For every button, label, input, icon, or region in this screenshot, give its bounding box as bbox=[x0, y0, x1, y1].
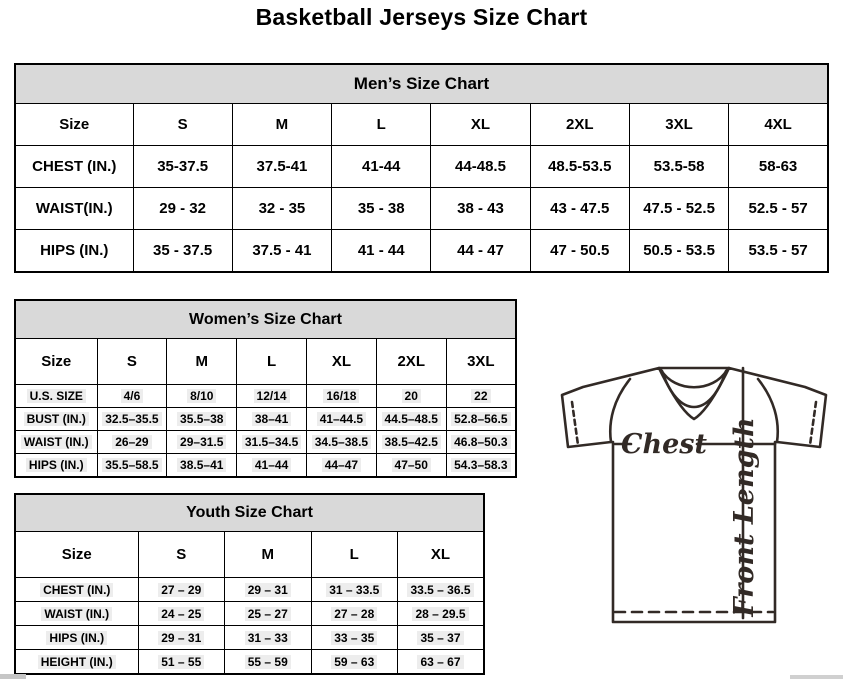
measurement-cell bbox=[97, 454, 167, 478]
measurement-cell bbox=[167, 454, 237, 478]
measurement-cell bbox=[306, 454, 376, 478]
size-column-header-text: S bbox=[177, 116, 188, 133]
measurement-cell bbox=[237, 454, 307, 478]
measurement-cell bbox=[225, 578, 312, 602]
size-column-header-text: 4XL bbox=[764, 116, 792, 133]
measurement-cell bbox=[332, 230, 431, 273]
size-header-row bbox=[15, 532, 484, 578]
measurement-cell-text: 37.5 - 41 bbox=[252, 242, 312, 259]
measurement-cell-text: 54.3–58.3 bbox=[451, 458, 510, 472]
measurement-cell-text: 22 bbox=[471, 389, 490, 403]
measurement-cell bbox=[398, 626, 485, 650]
size-column-header-text: L bbox=[349, 546, 359, 563]
measurement-row bbox=[15, 431, 516, 454]
table-title bbox=[15, 300, 516, 339]
measurement-cell bbox=[431, 230, 530, 273]
measurement-row-label-text: CHEST (IN.) bbox=[40, 583, 113, 597]
measurement-row-label bbox=[15, 146, 133, 188]
measurement-cell bbox=[446, 431, 516, 454]
measurement-row-label-text: WAIST (IN.) bbox=[41, 607, 112, 621]
measurement-cell-text: 47–50 bbox=[392, 458, 431, 472]
measurement-row-label bbox=[15, 626, 138, 650]
measurement-cell bbox=[398, 578, 485, 602]
measurement-row bbox=[15, 626, 484, 650]
measurement-cell-text: 12/14 bbox=[254, 389, 290, 403]
measurement-cell bbox=[530, 146, 629, 188]
table-title-text: Women’s Size Chart bbox=[189, 310, 342, 328]
measurement-cell-text: 31.5–34.5 bbox=[242, 435, 301, 449]
size-column-header-text: L bbox=[266, 353, 277, 370]
measurement-cell-text: 35 - 37.5 bbox=[153, 242, 213, 259]
size-label-text: Size bbox=[41, 353, 72, 370]
size-header-row bbox=[15, 339, 516, 385]
measurement-cell bbox=[133, 188, 232, 230]
measurement-cell bbox=[376, 431, 446, 454]
measurement-row-label bbox=[15, 408, 97, 431]
jersey-diagram-svg bbox=[558, 357, 843, 627]
measurement-cell bbox=[225, 626, 312, 650]
measurement-cell bbox=[237, 408, 307, 431]
measurement-cell-text: 35-37.5 bbox=[157, 158, 209, 175]
size-column-header bbox=[332, 104, 431, 146]
size-column-header bbox=[138, 532, 225, 578]
measurement-cell bbox=[729, 146, 828, 188]
measurement-cell bbox=[311, 578, 398, 602]
table-title-text: Youth Size Chart bbox=[186, 504, 313, 521]
measurement-cell bbox=[225, 602, 312, 626]
measurement-row-label bbox=[15, 454, 97, 478]
measurement-cell-text: 31 – 33.5 bbox=[326, 583, 382, 597]
measurement-cell-text: 8/10 bbox=[187, 389, 216, 403]
measurement-row bbox=[15, 650, 484, 675]
measurement-cell-text: 4/6 bbox=[121, 389, 144, 403]
measurement-row bbox=[15, 230, 828, 273]
size-column-header-text: L bbox=[376, 116, 386, 133]
size-label-text: Size bbox=[59, 116, 90, 133]
measurement-row bbox=[15, 146, 828, 188]
measurement-cell-text: 59 – 63 bbox=[331, 655, 377, 669]
measurement-cell-text: 29 - 32 bbox=[159, 200, 206, 217]
size-column-header-text: S bbox=[176, 546, 187, 563]
measurement-cell bbox=[530, 188, 629, 230]
measurement-row-label-text: WAIST(IN.) bbox=[35, 200, 113, 217]
measurement-row-label-text: HIPS (IN.) bbox=[26, 458, 87, 472]
measurement-cell-text: 41-44 bbox=[362, 158, 401, 175]
measurement-cell bbox=[167, 408, 237, 431]
measurement-cell-text: 35.5–38 bbox=[177, 412, 226, 426]
measurement-cell bbox=[629, 230, 728, 273]
measurement-row-label-text: U.S. SIZE bbox=[27, 389, 86, 403]
size-label bbox=[15, 104, 133, 146]
jersey-measurement-diagram bbox=[558, 357, 843, 627]
measurement-cell-text: 33 – 35 bbox=[331, 631, 377, 645]
measurement-cell-text: 48.5-53.5 bbox=[548, 158, 612, 175]
size-column-header bbox=[306, 339, 376, 385]
measurement-cell bbox=[133, 146, 232, 188]
measurement-cell-text: 44 - 47 bbox=[457, 242, 504, 259]
measurement-cell-text: 35 - 38 bbox=[357, 200, 405, 217]
size-column-header bbox=[376, 339, 446, 385]
measurement-row-label-text: BUST (IN.) bbox=[24, 412, 89, 426]
measurement-cell-text: 38.5–42.5 bbox=[382, 435, 441, 449]
measurement-cell bbox=[530, 230, 629, 273]
measurement-cell bbox=[729, 230, 828, 273]
page-title: Basketball Jerseys Size Chart bbox=[255, 4, 588, 30]
size-column-header bbox=[133, 104, 232, 146]
measurement-cell-text: 16/18 bbox=[323, 389, 359, 403]
measurement-cell bbox=[446, 408, 516, 431]
measurement-cell bbox=[431, 188, 530, 230]
size-column-header bbox=[311, 532, 398, 578]
measurement-cell-text: 28 – 29.5 bbox=[412, 607, 468, 621]
measurement-cell-text: 24 – 25 bbox=[158, 607, 204, 621]
measurement-row-label bbox=[15, 230, 133, 273]
measurement-cell-text: 29 – 31 bbox=[158, 631, 204, 645]
measurement-cell-text: 35 – 37 bbox=[417, 631, 463, 645]
measurement-row-label-text: HIPS (IN.) bbox=[40, 242, 109, 259]
measurement-row-label bbox=[15, 602, 138, 626]
measurement-cell bbox=[629, 146, 728, 188]
measurement-cell-text: 52.5 - 57 bbox=[748, 200, 808, 217]
table-title-text: Men’s Size Chart bbox=[353, 74, 490, 93]
measurement-cell bbox=[225, 650, 312, 675]
measurement-cell bbox=[232, 188, 331, 230]
measurement-cell bbox=[138, 602, 225, 626]
measurement-cell-text: 37.5-41 bbox=[256, 158, 308, 175]
measurement-row-label bbox=[15, 431, 97, 454]
measurement-row-label-text: CHEST (IN.) bbox=[32, 158, 117, 175]
measurement-cell bbox=[376, 385, 446, 408]
measurement-cell bbox=[232, 230, 331, 273]
measurement-cell-text: 55 – 59 bbox=[245, 655, 291, 669]
collar-trim-curve-outer bbox=[661, 370, 727, 387]
size-column-header bbox=[97, 339, 167, 385]
horizontal-scrollbar-fragment-left[interactable] bbox=[0, 674, 26, 679]
measurement-cell-text: 31 – 33 bbox=[245, 631, 291, 645]
size-column-header-text: XL bbox=[470, 116, 491, 133]
measurement-cell-text: 50.5 - 53.5 bbox=[643, 242, 715, 259]
size-column-header bbox=[629, 104, 728, 146]
measurement-row-label bbox=[15, 578, 138, 602]
size-label bbox=[15, 532, 138, 578]
measurement-cell-text: 34.5–38.5 bbox=[312, 435, 371, 449]
measurement-cell bbox=[138, 650, 225, 675]
size-column-header-text: M bbox=[275, 116, 289, 133]
measurement-cell-text: 41–44.5 bbox=[317, 412, 366, 426]
measurement-cell bbox=[431, 146, 530, 188]
measurement-cell-text: 46.8–50.3 bbox=[451, 435, 510, 449]
size-column-header bbox=[232, 104, 331, 146]
size-header-row bbox=[15, 104, 828, 146]
measurement-cell bbox=[306, 408, 376, 431]
table-title bbox=[15, 64, 828, 104]
measurement-row-label-text: HEIGHT (IN.) bbox=[38, 655, 116, 669]
measurement-cell-text: 20 bbox=[402, 389, 421, 403]
measurement-cell bbox=[167, 431, 237, 454]
measurement-row bbox=[15, 188, 828, 230]
measurement-cell bbox=[311, 602, 398, 626]
measurement-cell bbox=[138, 626, 225, 650]
size-column-header-text: 3XL bbox=[665, 116, 693, 133]
horizontal-scrollbar-fragment-right[interactable] bbox=[790, 675, 843, 679]
measurement-cell-text: 58-63 bbox=[758, 158, 798, 175]
measurement-row-label bbox=[15, 385, 97, 408]
size-column-header-text: 2XL bbox=[397, 353, 425, 370]
measurement-cell bbox=[97, 431, 167, 454]
measurement-cell-text: 32.5–35.5 bbox=[102, 412, 161, 426]
measurement-cell-text: 27 – 29 bbox=[158, 583, 204, 597]
measurement-cell bbox=[332, 146, 431, 188]
measurement-cell-text: 51 – 55 bbox=[158, 655, 204, 669]
measurement-cell bbox=[167, 385, 237, 408]
measurement-cell-text: 33.5 – 36.5 bbox=[407, 583, 473, 597]
measurement-cell-text: 25 – 27 bbox=[245, 607, 291, 621]
size-column-header-text: M bbox=[261, 546, 274, 563]
measurement-cell-text: 44.5–48.5 bbox=[382, 412, 441, 426]
measurement-cell bbox=[376, 454, 446, 478]
size-column-header bbox=[225, 532, 312, 578]
size-column-header-text: M bbox=[195, 353, 208, 370]
size-label-text: Size bbox=[61, 546, 92, 563]
measurement-cell-text: 38–41 bbox=[252, 412, 291, 426]
measurement-row-label bbox=[15, 650, 138, 675]
measurement-row-label-text: WAIST (IN.) bbox=[21, 435, 92, 449]
measurement-cell-text: 26–29 bbox=[112, 435, 151, 449]
measurement-cell-text: 47.5 - 52.5 bbox=[643, 200, 715, 217]
measurement-cell-text: 63 – 67 bbox=[417, 655, 463, 669]
measurement-cell bbox=[332, 188, 431, 230]
measurement-cell-text: 38 - 43 bbox=[457, 200, 504, 217]
measurement-cell-text: 53.5 - 57 bbox=[748, 242, 808, 259]
measurement-cell-text: 41 - 44 bbox=[357, 242, 405, 259]
womens-size-chart-table bbox=[14, 299, 517, 478]
mens-size-chart-table bbox=[14, 63, 829, 273]
size-column-header bbox=[446, 339, 516, 385]
size-column-header-text: 2XL bbox=[566, 116, 594, 133]
measurement-cell bbox=[311, 626, 398, 650]
front-length-label: Front Length bbox=[729, 417, 760, 617]
measurement-cell bbox=[629, 188, 728, 230]
chest-label: Chest bbox=[621, 429, 707, 460]
measurement-cell bbox=[237, 431, 307, 454]
measurement-cell bbox=[306, 385, 376, 408]
measurement-cell bbox=[138, 578, 225, 602]
measurement-cell bbox=[446, 454, 516, 478]
measurement-cell bbox=[133, 230, 232, 273]
measurement-cell bbox=[97, 385, 167, 408]
measurement-cell bbox=[398, 602, 485, 626]
size-column-header-text: 3XL bbox=[467, 353, 495, 370]
measurement-cell bbox=[729, 188, 828, 230]
size-label bbox=[15, 339, 97, 385]
measurement-cell-text: 52.8–56.5 bbox=[451, 412, 510, 426]
size-column-header-text: XL bbox=[331, 353, 351, 370]
measurement-cell-text: 43 - 47.5 bbox=[550, 200, 610, 217]
measurement-cell-text: 29 – 31 bbox=[245, 583, 291, 597]
measurement-cell bbox=[398, 650, 485, 675]
size-column-header bbox=[431, 104, 530, 146]
measurement-row bbox=[15, 408, 516, 431]
measurement-row bbox=[15, 602, 484, 626]
measurement-cell bbox=[311, 650, 398, 675]
measurement-row-label-text: HIPS (IN.) bbox=[46, 631, 107, 645]
measurement-cell-text: 32 - 35 bbox=[258, 200, 306, 217]
measurement-cell bbox=[97, 408, 167, 431]
measurement-cell-text: 44-48.5 bbox=[455, 158, 506, 175]
size-column-header-text: S bbox=[126, 353, 137, 370]
size-column-header bbox=[729, 104, 828, 146]
youth-size-chart-table bbox=[14, 493, 485, 675]
measurement-cell-text: 35.5–58.5 bbox=[102, 458, 161, 472]
table-title bbox=[15, 494, 484, 532]
measurement-cell-text: 53.5-58 bbox=[653, 158, 705, 175]
measurement-row-label bbox=[15, 188, 133, 230]
table-title-row bbox=[15, 64, 828, 104]
measurement-cell-text: 29–31.5 bbox=[177, 435, 226, 449]
table-title-row bbox=[15, 494, 484, 532]
measurement-cell-text: 44–47 bbox=[322, 458, 361, 472]
measurement-row bbox=[15, 385, 516, 408]
measurement-row bbox=[15, 578, 484, 602]
measurement-cell bbox=[376, 408, 446, 431]
size-column-header-text: XL bbox=[430, 546, 451, 563]
measurement-cell bbox=[232, 146, 331, 188]
measurement-cell-text: 41–44 bbox=[252, 458, 291, 472]
measurement-cell bbox=[446, 385, 516, 408]
size-column-header bbox=[398, 532, 485, 578]
measurement-cell-text: 47 - 50.5 bbox=[550, 242, 610, 259]
measurement-cell-text: 27 – 28 bbox=[331, 607, 377, 621]
size-column-header bbox=[530, 104, 629, 146]
measurement-cell bbox=[306, 431, 376, 454]
table-title-row bbox=[15, 300, 516, 339]
measurement-cell-text: 38.5–41 bbox=[177, 458, 226, 472]
size-column-header bbox=[237, 339, 307, 385]
measurement-cell bbox=[237, 385, 307, 408]
measurement-row bbox=[15, 454, 516, 478]
size-column-header bbox=[167, 339, 237, 385]
